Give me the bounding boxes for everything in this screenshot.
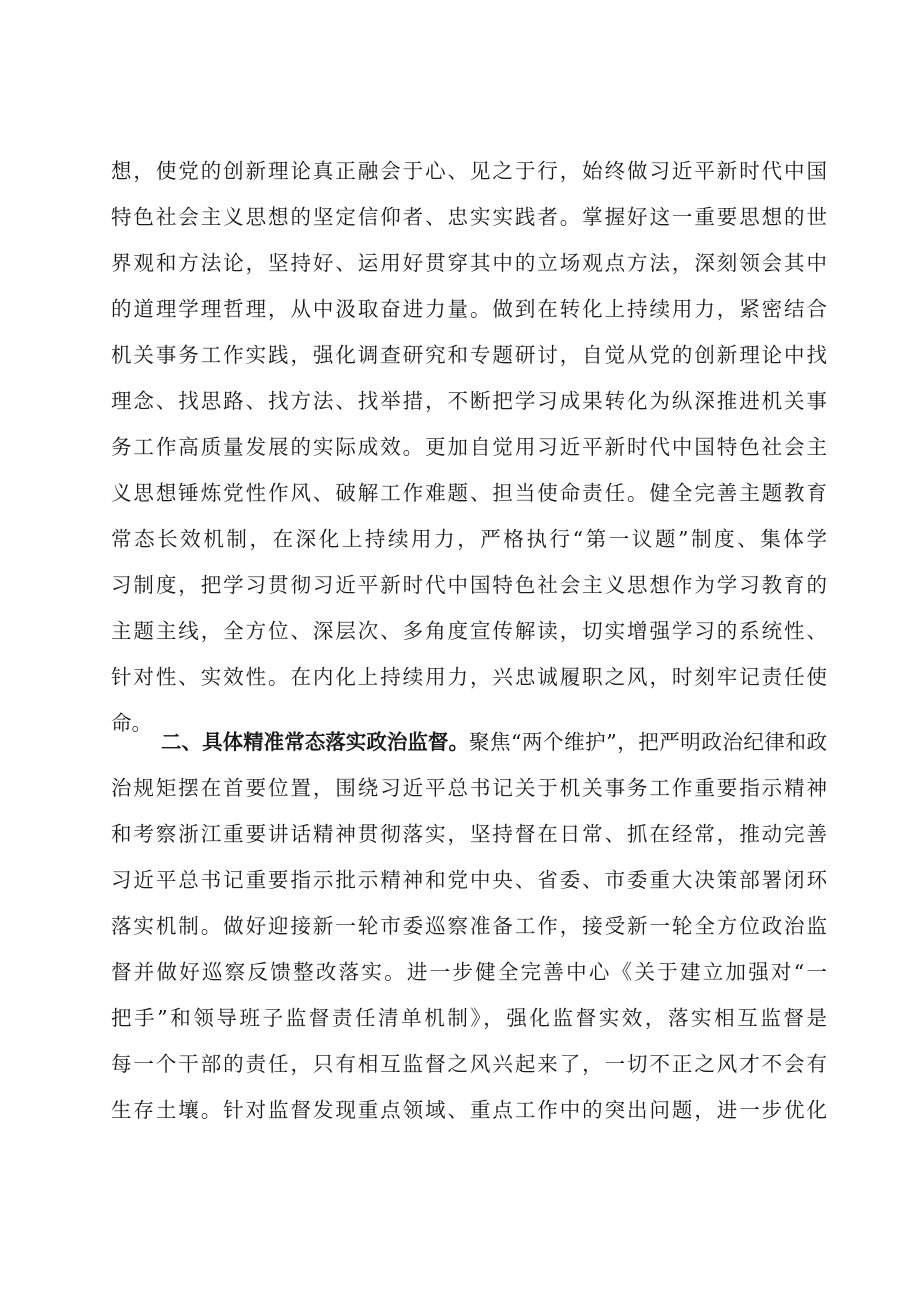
paragraph-line: 义思想锤炼党性作风、破解工作难题、担当使命责任。健全完善主题教育 xyxy=(111,481,827,505)
paragraph-line: 生存土壤。针对监督发现重点领域、重点工作中的突出问题，进一步优化 xyxy=(111,1098,827,1122)
section-heading: 二、具体精准常态落实政治监督。 xyxy=(161,730,469,754)
paragraph-line: 特色社会主义思想的坚定信仰者、忠实实践者。掌握好这一重要思想的世 xyxy=(111,205,827,229)
paragraph-line: 和考察浙江重要讲话精神贯彻落实，坚持督在日常、抓在经常，推动完善 xyxy=(111,822,827,846)
paragraph-line: 每一个干部的责任，只有相互监督之风兴起来了，一切不正之风才不会有 xyxy=(111,1052,827,1076)
paragraph-line: 理念、找思路、找方法、找举措，不断把学习成果转化为纵深推进机关事 xyxy=(111,389,827,413)
paragraph-first-line xyxy=(111,727,827,757)
paragraph-line: 习制度，把学习贯彻习近平新时代中国特色社会主义思想作为学习教育的 xyxy=(111,573,827,597)
paragraph-line: 界观和方法论，坚持好、运用好贯穿其中的立场观点方法，深刻领会其中 xyxy=(111,251,827,275)
paragraph-line: 督并做好巡察反馈整改落实。进一步健全完善中心《关于建立加强对“一 xyxy=(111,960,827,984)
paragraph-line: 把手”和领导班子监督责任清单机制》，强化监督实效，落实相互监督是 xyxy=(111,1006,827,1030)
paragraph-line: 常态长效机制，在深化上持续用力，严格执行“第一议题”制度、集体学 xyxy=(111,527,827,551)
paragraph-line: 务工作高质量发展的实际成效。更加自觉用习近平新时代中国特色社会主 xyxy=(111,435,827,459)
paragraph-line: 习近平总书记重要指示批示精神和党中央、省委、市委重大决策部署闭环 xyxy=(111,868,827,892)
paragraph-line: 想，使党的创新理论真正融会于心、见之于行，始终做习近平新时代中国 xyxy=(111,159,827,183)
paragraph-line: 落实机制。做好迎接新一轮市委巡察准备工作，接受新一轮全方位政治监 xyxy=(111,914,827,938)
paragraph-line: 命。 xyxy=(111,711,152,735)
paragraph-line: 治规矩摆在首要位置，围绕习近平总书记关于机关事务工作重要指示精神 xyxy=(111,776,827,800)
paragraph-line: 主题主线，全方位、深层次、多角度宣传解读，切实增强学习的系统性、 xyxy=(111,619,827,643)
paragraph-line: 的道理学理哲理，从中汲取奋进力量。做到在转化上持续用力，紧密结合 xyxy=(111,297,827,321)
paragraph-line: 机关事务工作实践，强化调查研究和专题研讨，自觉从党的创新理论中找 xyxy=(111,343,827,367)
paragraph-line: 针对性、实效性。在内化上持续用力，兴忠诚履职之风，时刻牢记责任使 xyxy=(111,665,827,689)
paragraph-text: 聚焦“两个维护”，把严明政治纪律和政 xyxy=(468,730,827,754)
